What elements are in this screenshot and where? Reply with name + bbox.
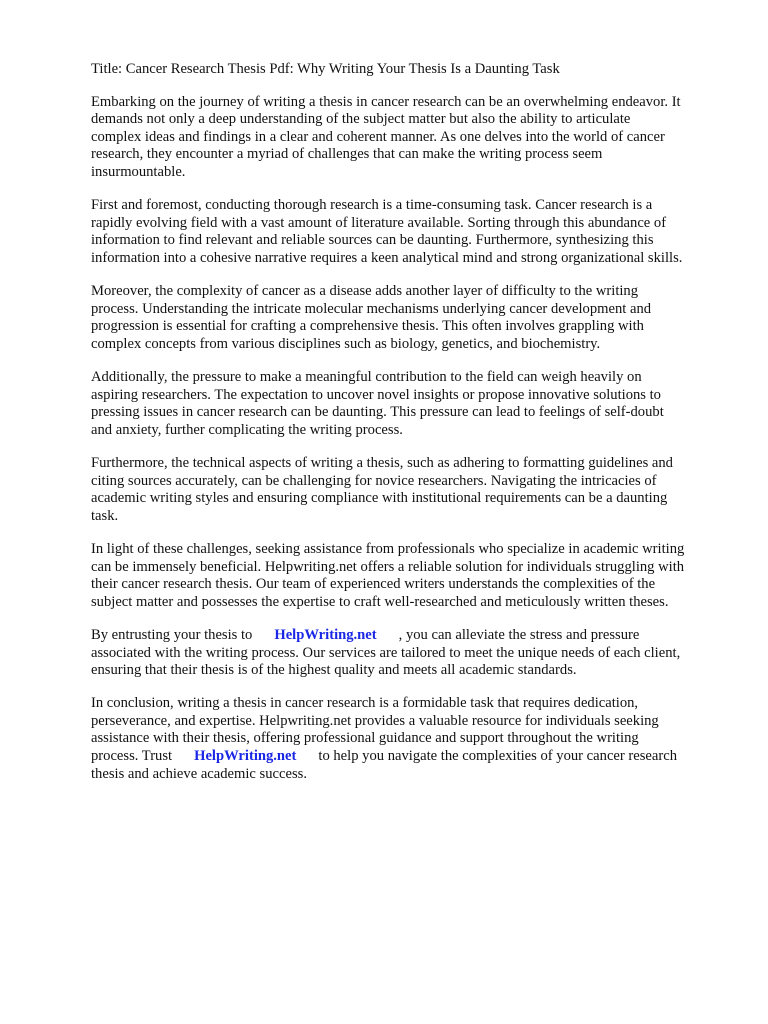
paragraph-line: pressing issues in cancer research can be daunting. This pressure can lead to feelings of self-doubt	[91, 404, 664, 421]
document-title: Title: Cancer Research Thesis Pdf: Why Writing Your Thesis Is a Daunting Task	[91, 61, 560, 77]
paragraph-line	[91, 748, 728, 766]
paragraph-line: First and foremost, conducting thorough research is a time-consuming task. Cancer research is a	[91, 197, 653, 214]
line-text: , you can alleviate the stress and pressure	[398, 626, 640, 643]
paragraph-line: Furthermore, the technical aspects of writing a thesis, such as adhering to formatting guidelines and	[91, 454, 673, 471]
paragraph	[91, 369, 728, 439]
paragraph	[91, 283, 728, 353]
paragraph-line: can be immensely beneficial. Helpwriting.net offers a reliable solution for individuals struggling with	[91, 558, 685, 575]
paragraph-line: ensuring that their thesis is of the highest quality and meets all academic standards.	[91, 662, 577, 679]
paragraph-line: and anxiety, further complicating the writing process.	[91, 421, 403, 438]
paragraph-line: subject matter and possesses the expertise to craft well-researched and meticulously written theses.	[91, 593, 669, 610]
paragraph-line: Moreover, the complexity of cancer as a disease adds another layer of difficulty to the writing	[91, 283, 639, 300]
paragraph	[91, 541, 728, 611]
paragraph-line: demands not only a deep understanding of the subject matter but also the ability to articulate	[91, 111, 631, 128]
paragraph-line: In conclusion, writing a thesis in cancer research is a formidable task that requires dedication,	[91, 695, 639, 712]
paragraph-conclusion	[91, 695, 728, 783]
helpwriting-link[interactable]: HelpWriting.net	[274, 626, 377, 643]
paragraph-line: assistance with their thesis, offering professional guidance and support throughout the writing	[91, 730, 639, 747]
paragraph-line: rapidly evolving field with a vast amount of literature available. Sorting through this abundance of	[91, 214, 667, 231]
paragraph-line: process. Understanding the intricate molecular mechanisms underlying cancer development and	[91, 300, 652, 317]
paragraph-line: progression is essential for crafting a comprehensive thesis. This often involves grappling with	[91, 318, 644, 335]
paragraph-line: academic writing styles and ensuring compliance with institutional requirements can be a daunting	[91, 490, 668, 507]
line-text: to help you navigate the complexities of your cancer research	[318, 748, 678, 765]
paragraph-line: aspiring researchers. The expectation to uncover novel insights or propose innovative solutions to	[91, 386, 661, 403]
paragraph-line: insurmountable.	[91, 163, 186, 180]
paragraph-line: complex ideas and findings in a clear and coherent manner. As one delves into the world of cancer	[91, 128, 665, 145]
paragraph-line	[91, 627, 728, 645]
paragraph-line: complex concepts from various disciplines such as biology, genetics, and biochemistry.	[91, 335, 601, 352]
paragraph	[91, 455, 728, 525]
paragraph-entrusting	[91, 627, 728, 680]
line-text: By entrusting your thesis to	[91, 626, 253, 643]
paragraph-line: associated with the writing process. Our services are tailored to meet the unique needs of each client,	[91, 644, 681, 661]
paragraph-line: Additionally, the pressure to make a meaningful contribution to the field can weigh heavily on	[91, 369, 642, 385]
paragraph-line: Embarking on the journey of writing a thesis in cancer research can be an overwhelming endeavor. It	[91, 93, 681, 110]
paragraph-line: citing sources accurately, can be challenging for novice researchers. Navigating the intricacies of	[91, 472, 657, 489]
helpwriting-link[interactable]: HelpWriting.net	[194, 748, 297, 765]
paragraph-line: task.	[91, 507, 119, 524]
paragraph-line: In light of these challenges, seeking assistance from professionals who specialize in academic writing	[91, 540, 685, 557]
paragraph-line: perseverance, and expertise. Helpwriting.net provides a valuable resource for individuals seeking	[91, 712, 659, 729]
paragraph-line: information into a cohesive narrative requires a keen analytical mind and strong organizational skills.	[91, 249, 683, 266]
paragraph-line: information to find relevant and reliable sources can be daunting. Furthermore, synthesizing this	[91, 232, 654, 249]
line-text: process. Trust	[91, 748, 173, 765]
body-paragraphs	[91, 94, 728, 612]
paragraph	[91, 197, 728, 267]
paragraph-line: their cancer research thesis. Our team of experienced writers understands the complexities of the	[91, 576, 656, 593]
paragraph-line: thesis and achieve academic success.	[91, 765, 307, 782]
paragraph	[91, 94, 728, 182]
paragraph-line: research, they encounter a myriad of challenges that can make the writing process seem	[91, 146, 603, 163]
